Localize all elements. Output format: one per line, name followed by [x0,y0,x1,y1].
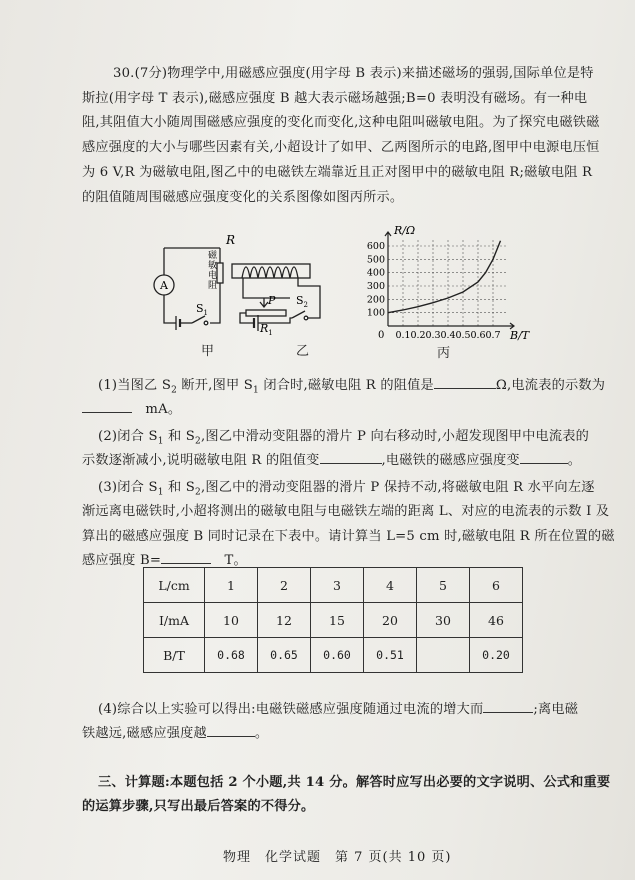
q2-line-1: (2)闭合 $S_1$ 和 $S_2$,图乙中滑动变阻器的滑片 P 向右移动时,小超发现图甲中电流表的 [98,429,590,447]
question-30-line-6: 的阻值随周围磁感应强度变化的关系图像如图丙所示。 [82,190,404,205]
figure-label-bing: 丙 [437,346,451,361]
table-cell: 6 [470,568,523,603]
q4-line-1: (4)综合以上实验可以得出:电磁铁磁感应强度随通过电流的增大而 ;离电磁 [98,702,579,717]
chart-x-tick-label: 0.4 [440,330,456,341]
table-cell: 46 [470,603,523,638]
table-cell: 10 [205,603,258,638]
chart-y-tick-label: 200 [366,294,385,306]
chart-y-tick-label: 300 [366,281,385,292]
chart-x-tick-label: 0.5 [455,330,471,341]
question-30-line-2: 斯拉(用字母 T 表示),磁感应强度 B 越大表示磁场越强;B=0 表明没有磁场。有一种电 [82,91,588,106]
q4-blank-distance-trend[interactable] [207,736,255,737]
table-cell: 0.20 [470,638,523,673]
sensor-label-4: 阻 [208,281,218,291]
table-cell-empty[interactable] [417,638,470,673]
rheostat-label: $R_1$ [260,322,273,337]
table-row [144,603,523,638]
q3-line-4: 感应强度 B= T。 [82,553,247,568]
q3-line-3: 算出的磁感应强度 B 同时记录在下表中。请计算当 L=5 cm 时,磁敏电阻 R 所在位置的磁 [82,529,615,544]
table-cell: 4 [364,568,417,603]
table-header-cell: I/mA [144,603,205,638]
table-cell: 0.51 [364,638,417,673]
table-row [144,638,523,673]
chart-x-axis-label: B/T [510,329,530,342]
chart-y-tick-label: 100 [366,307,385,319]
page-footer: 物理 化学试题 第 7 页(共 10 页) [223,850,452,865]
q3-line-2: 渐远离电磁铁时,小超将测出的磁敏电阻与电磁铁左端的距离 L、对应的电流表的示数 I 及 [82,504,610,519]
resistor-label: R [226,233,236,247]
table-cell: 12 [258,603,311,638]
switch-s1-label: $S_1$ [196,302,209,317]
figure-label-jia: 甲 [201,344,215,359]
question-30-line-4: 感应强度的大小与哪些因素有关,小超设计了如甲、乙两图所示的电路,图甲中电源电压恒 [82,140,600,155]
question-30-line-5: 为 6 V,R 为磁敏电阻,图乙中的电磁铁左端靠近且正对图甲中的磁敏电阻 R;磁敏电阻 R [82,165,593,180]
table-header-cell: L/cm [144,568,205,603]
sensor-label-2: 敏 [208,261,218,271]
table-cell: 0.68 [205,638,258,673]
q2-blank-field-change[interactable] [520,463,568,464]
q4-line-2: 铁越远,磁感应强度越 。 [82,726,269,741]
figure-label-yi: 乙 [296,344,310,359]
data-table [143,567,523,673]
resistance-vs-b-chart [360,222,535,347]
question-30-line-3: 阻,其阻值大小随周围磁感应强度的变化而变化,这种电阻叫磁敏电阻。为了探究电磁铁磁 [82,115,600,130]
sensor-label-3: 电 [208,271,218,281]
table-cell: 20 [364,603,417,638]
table-cell: 0.60 [311,638,364,673]
table-cell: 2 [258,568,311,603]
q3-blank-b-value[interactable] [161,563,211,564]
switch-s2-label: $S_2$ [296,294,309,309]
chart-y-axis-label: R/Ω [394,224,416,237]
chart-y-tick-label: 400 [366,267,385,279]
slider-p-label: P [268,294,276,307]
chart-series-line [388,241,501,313]
table-row [144,568,523,603]
q1-blank-current[interactable] [82,412,132,413]
chart-y-tick-label: 500 [366,254,385,266]
q3-line-1: (3)闭合 $S_1$ 和 $S_2$,图乙中的滑动变阻器的滑片 P 保持不动,将磁敏电阻 R 水平向左逐 [98,480,595,498]
question-30-line-1: 30.(7分)物理学中,用磁感应强度(用字母 B 表示)来描述磁场的强弱,国际单位是特 [113,66,594,81]
q1-blank-resistance[interactable] [434,388,496,389]
chart-origin-label: 0 [378,330,385,341]
chart-x-tick-label: 0.3 [425,330,441,341]
q2-line-2: 示数逐渐减小,说明磁敏电阻 R 的阻值变 ,电磁铁的磁感应强度变 。 [82,453,582,468]
circuit-diagram [150,228,350,338]
ammeter-label: A [160,279,168,292]
q2-blank-resistance-change[interactable] [320,463,382,464]
chart-x-tick-label: 0.6 [470,330,486,341]
chart-x-tick-label: 0.7 [485,330,501,341]
chart-x-tick-label: 0.2 [410,330,426,341]
chart-y-tick-label: 600 [366,241,385,252]
q1-line-2: mA。 [82,398,181,421]
section-3-line-2: 的运算步骤,只写出最后答案的不得分。 [82,799,315,814]
q4-blank-current-trend[interactable] [483,712,533,713]
chart-x-tick-label: 0.1 [395,330,411,341]
table-cell: 15 [311,603,364,638]
sensor-label-1: 磁 [208,251,218,261]
table-cell: 0.65 [258,638,311,673]
table-cell: 5 [417,568,470,603]
chart-x-axis [388,323,514,329]
table-cell: 3 [311,568,364,603]
section-3-line-1: 三、计算题:本题包括 2 个小题,共 14 分。解答时应写出必要的文字说明、公式和重要 [98,775,611,790]
table-cell: 30 [417,603,470,638]
q1-line-1: (1)当图乙 $S_2$ 断开,图甲 $S_1$ 闭合时,磁敏电阻 R 的阻值是 Ω,电流表的示数为 [98,378,606,396]
table-header-cell: B/T [144,638,205,673]
table-cell: 1 [205,568,258,603]
